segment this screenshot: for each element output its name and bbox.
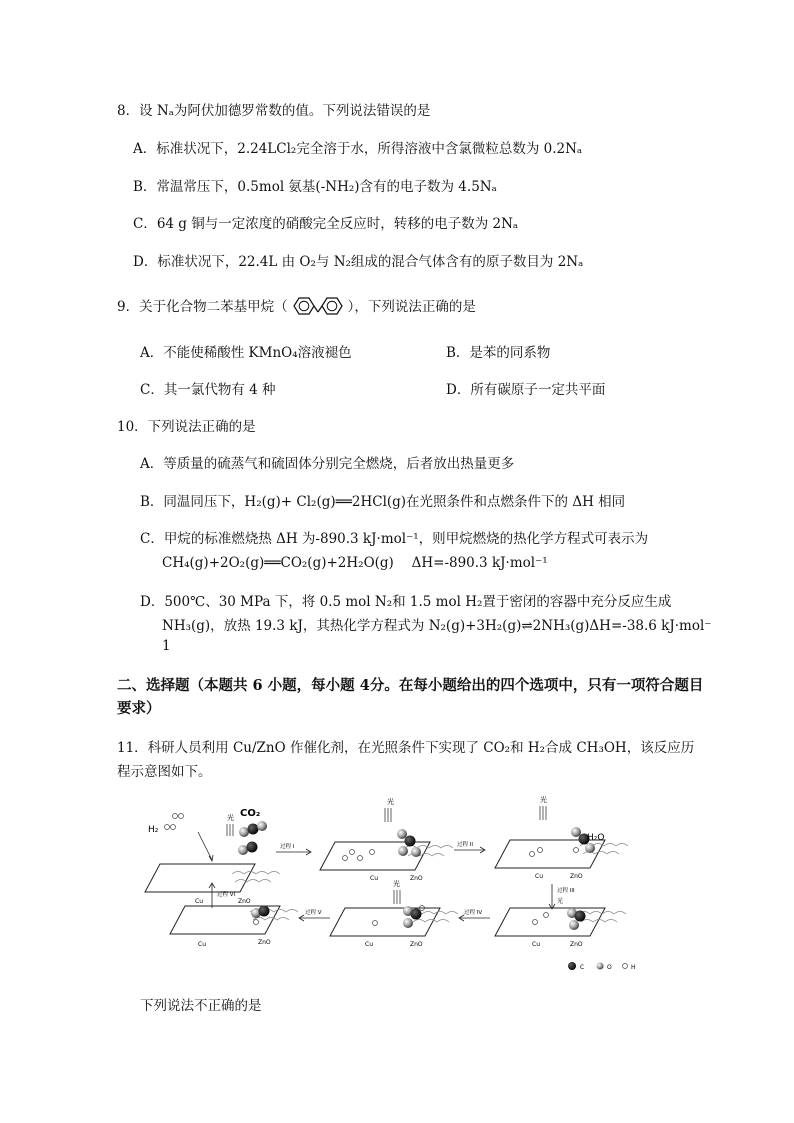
svg-text:ZnO: ZnO xyxy=(258,939,271,946)
svg-text:光: 光 xyxy=(540,796,547,804)
q8-option-b: B．常温常压下，0.5mol 氨基(-NH₂)含有的电子数为 4.5Nₐ xyxy=(133,179,497,195)
section-header-line2: 要求） xyxy=(117,700,161,717)
legend-o: O xyxy=(607,964,612,971)
legend-h: H xyxy=(631,964,636,971)
q10-option-d-line1: D．500℃、30 MPa 下，将 0.5 mol N₂和 1.5 mol H₂置于密闭的容器中充分反应生成 xyxy=(140,594,672,610)
q9-option-c: C．其一氯代物有 4 种 xyxy=(140,382,276,398)
reaction-mechanism-figure xyxy=(140,796,660,976)
svg-text:Cu: Cu xyxy=(535,873,543,880)
q9-option-d: D．所有碳原子一定共平面 xyxy=(446,382,606,398)
fig-co2-label: CO₂ xyxy=(240,808,261,819)
fig-process-4: 过程 IV xyxy=(464,910,483,916)
svg-text:Cu: Cu xyxy=(532,941,540,948)
q9-option-a: A．不能使稀酸性 KMnO₄溶液褪色 xyxy=(140,345,352,361)
diphenylmethane-structure-icon xyxy=(288,295,348,317)
svg-text:ZnO: ZnO xyxy=(570,941,583,948)
panel-1 xyxy=(145,808,280,905)
q10-option-b: B．同温同压下，H₂(g)+ Cl₂(g)══2HCl(g)在光照条件和点燃条件下的 ΔH 相同 xyxy=(140,494,626,510)
figure-legend xyxy=(568,962,636,971)
fig-process-2: 过程 II xyxy=(457,842,473,848)
q11-stem-line1: 11．科研人员利用 Cu/ZnO 作催化剂，在光照条件下实现了 CO₂和 H₂合成 CH₃OH，该反应历 xyxy=(117,740,695,756)
svg-text:光: 光 xyxy=(393,880,400,888)
panel-5 xyxy=(330,879,458,948)
q10-option-d-line3: 1 xyxy=(162,638,171,654)
q9-stem-post: ），下列说法正确的是 xyxy=(347,299,476,315)
q10-option-a: A．等质量的硫蒸气和硫固体分别完全燃烧，后者放出热量更多 xyxy=(140,456,515,472)
svg-text:ZnO: ZnO xyxy=(410,941,423,948)
q9-stem xyxy=(117,295,476,317)
fig-process-5: 过程 V xyxy=(305,910,322,916)
q11-prompt: 下列说法不正确的是 xyxy=(140,998,262,1014)
svg-text:光: 光 xyxy=(557,898,564,905)
q8-stem: 8．设 Nₐ为阿伏加德罗常数的值。下列说法错误的是 xyxy=(117,103,431,119)
svg-text:Cu: Cu xyxy=(365,941,373,948)
q10-option-c-line2: CH₄(g)+2O₂(g)══CO₂(g)+2H₂O(g) ΔH=-890.3 kJ·mol⁻¹ xyxy=(162,555,548,571)
fig-process-6: 过程 VI xyxy=(217,892,236,898)
panel-3 xyxy=(495,796,628,880)
fig-h2o-label: H₂O xyxy=(587,833,605,843)
svg-text:光: 光 xyxy=(227,814,234,822)
section-header-line1: 二、选择题（本题共 6 小题，每小题 4分。在每小题给出的四个选项中，只有一项符合题目 xyxy=(117,677,704,694)
q9-option-b: B．是苯的同系物 xyxy=(446,345,551,361)
fig-process-1: 过程 I xyxy=(280,844,295,850)
svg-text:ZnO: ZnO xyxy=(570,873,583,880)
panel-6 xyxy=(495,908,626,948)
svg-text:光: 光 xyxy=(387,798,394,806)
svg-text:Cu: Cu xyxy=(198,941,206,948)
svg-text:ZnO: ZnO xyxy=(410,875,423,882)
q11-stem-line2: 程示意图如下。 xyxy=(117,764,212,780)
q10-stem: 10．下列说法正确的是 xyxy=(117,419,256,435)
q10-option-c-line1: C．甲烷的标准燃烧热 ΔH 为-890.3 kJ·mol⁻¹，则甲烷燃烧的热化学方程式可表示为 xyxy=(140,531,649,547)
q10-option-d-line2: NH₃(g)，放热 19.3 kJ，其热化学方程式为 N₂(g)+3H₂(g)⇌2NH₃(g)ΔH=-38.6 kJ·mol⁻ xyxy=(162,618,712,634)
fig-h2-label: H₂ xyxy=(148,825,159,835)
panel-2 xyxy=(320,797,453,882)
svg-text:Cu: Cu xyxy=(370,875,378,882)
q8-option-d: D．标准状况下，22.4L 由 O₂与 N₂组成的混合气体含有的原子数目为 2Nₐ xyxy=(133,254,584,270)
svg-text:ZnO: ZnO xyxy=(238,898,251,905)
q8-option-c: C．64 g 铜与一定浓度的硝酸完全反应时，转移的电子数为 2Nₐ xyxy=(133,216,519,232)
legend-c: C xyxy=(580,964,585,971)
fig-process-3: 过程 III xyxy=(557,888,575,894)
svg-text:Cu: Cu xyxy=(195,898,203,905)
q9-stem-pre: 9．关于化合物二苯基甲烷（ xyxy=(117,299,288,315)
q8-option-a: A．标准状况下，2.24LCl₂完全溶于水，所得溶液中含氯微粒总数为 0.2Nₐ xyxy=(133,141,583,157)
panel-4 xyxy=(170,906,298,949)
